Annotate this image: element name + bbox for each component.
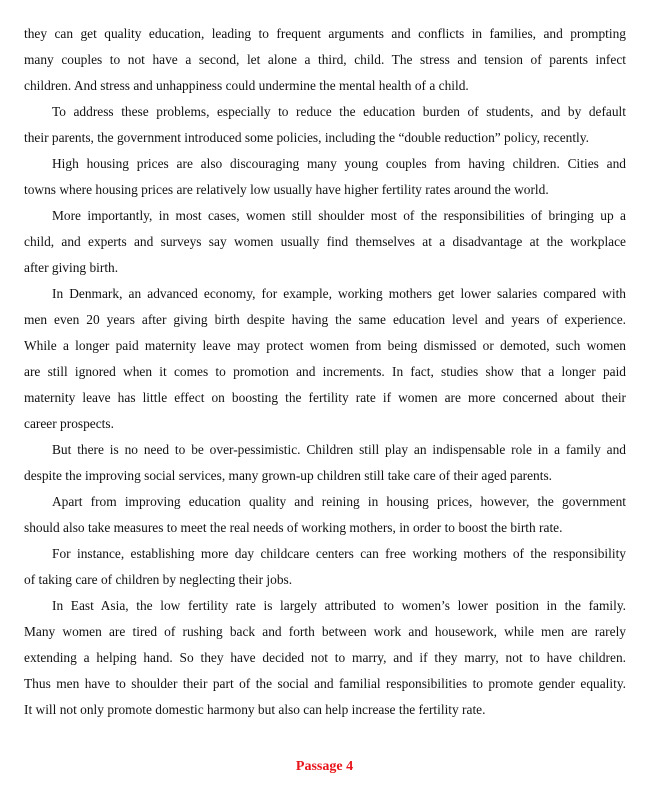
- paragraph-line: their parents, the government introduced some policies, including the “double reduction” policy, recently.: [24, 130, 589, 145]
- paragraph-line: While a longer paid maternity leave may protect women from being dismissed or demoted, such women: [24, 338, 626, 353]
- paragraph-line: In East Asia, the low fertility rate is largely attributed to women’s lower position in the family.: [52, 598, 626, 613]
- paragraph-line: children. And stress and unhappiness could undermine the mental health of a child.: [24, 78, 469, 93]
- paragraph-line: Apart from improving education quality and reining in housing prices, however, the government: [52, 494, 626, 509]
- paragraph-line: Many women are tired of rushing back and forth between work and housework, while men are rarely: [24, 624, 626, 639]
- paragraph-line: of taking care of children by neglecting their jobs.: [24, 572, 293, 587]
- paragraph-line: men even 20 years after giving birth despite having the same education level and years of experience.: [24, 312, 626, 327]
- paragraph-line: extending a helping hand. So they have decided not to marry, and if they marry, not to have children.: [24, 650, 626, 665]
- paragraph-line: despite the improving social services, many grown-up children still take care of their aged parents.: [24, 468, 553, 483]
- paragraph-line: More importantly, in most cases, women still shoulder most of the responsibilities of bringing up a: [52, 208, 626, 223]
- paragraph-line: maternity leave has little effect on boosting the fertility rate if women are more concerned about their: [24, 390, 626, 405]
- paragraph-line: For instance, establishing more day childcare centers can free working mothers of the responsibility: [52, 546, 626, 561]
- paragraph-line: In Denmark, an advanced economy, for example, working mothers get lower salaries compared with: [52, 286, 626, 301]
- paragraph-line: High housing prices are also discouraging many young couples from having children. Cities and: [52, 156, 626, 171]
- paragraph-line: child, and experts and surveys say women usually find themselves at a disadvantage at the workplace: [24, 234, 626, 249]
- paragraph-line: But there is no need to be over-pessimistic. Children still play an indispensable role in a family and: [52, 442, 626, 457]
- paragraph-line: are still ignored when it comes to promotion and increments. In fact, studies show that a longer paid: [24, 364, 626, 379]
- paragraph-line: they can get quality education, leading to frequent arguments and conflicts in families, and prompting: [24, 26, 626, 41]
- paragraph-line: Thus men have to shoulder their part of the social and familial responsibilities to promote gender equality.: [24, 676, 626, 691]
- paragraph-line: career prospects.: [24, 416, 114, 431]
- passage-heading: Passage 4: [295, 759, 354, 774]
- paragraph-line: after giving birth.: [24, 260, 119, 275]
- paragraph-line: should also take measures to meet the real needs of working mothers, in order to boost the birth rate.: [24, 520, 563, 535]
- paragraph-line: To address these problems, especially to reduce the education burden of students, and by default: [52, 104, 626, 119]
- paragraph-line: many couples to not have a second, let alone a third, child. The stress and tension of parents infect: [24, 52, 626, 67]
- paragraph-line: It will not only promote domestic harmony but also can help increase the fertility rate.: [24, 702, 486, 717]
- paragraph-line: towns where housing prices are relatively low usually have higher fertility rates around the world.: [24, 182, 549, 197]
